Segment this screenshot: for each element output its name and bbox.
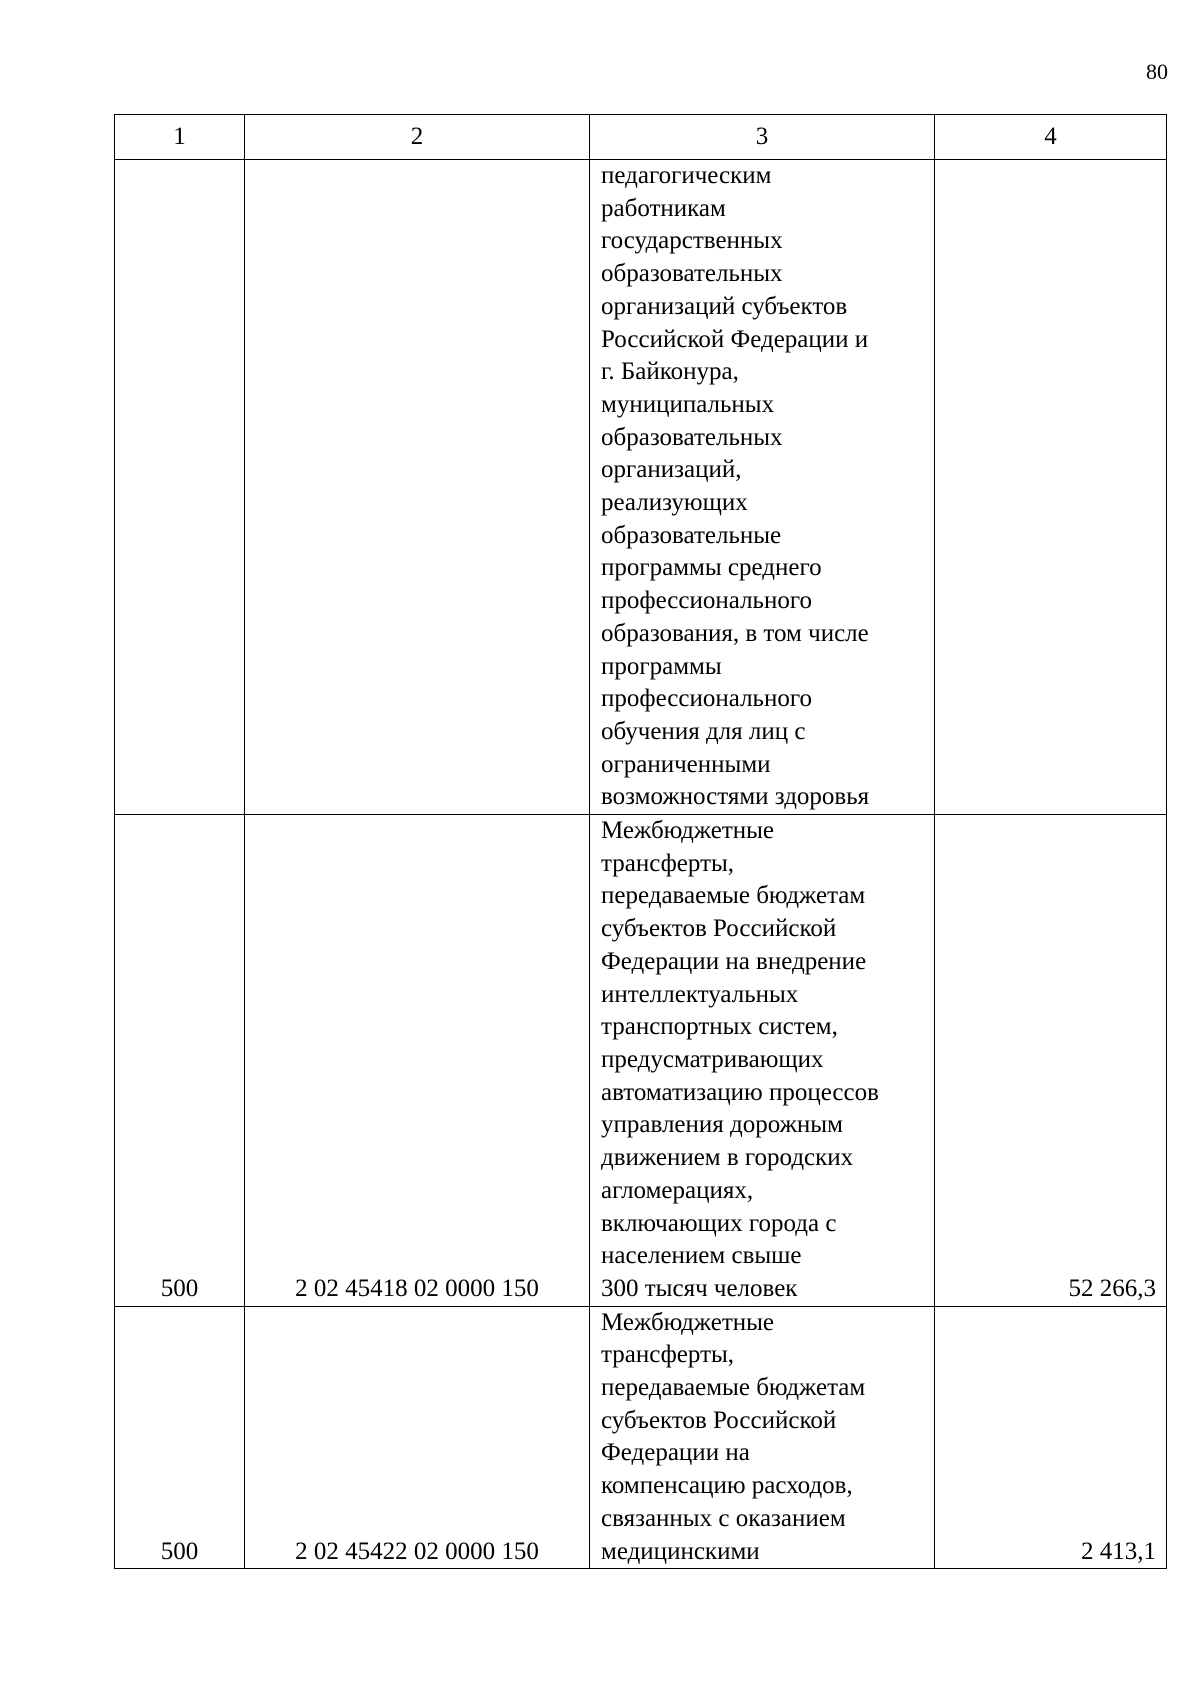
description-line: включающих города с <box>601 1209 837 1237</box>
description-line: возможностями здоровья <box>601 783 870 811</box>
amount-cell: 2 413,1 <box>935 1306 1167 1569</box>
column-header: 2 <box>245 115 590 160</box>
description-line: профессионального <box>601 587 812 615</box>
description-line: субъектов Российской <box>601 1406 837 1434</box>
description-line: медицинскими <box>601 1537 760 1565</box>
budget-code-cell: 2 02 45418 02 0000 150 <box>245 815 590 1307</box>
amount-cell <box>935 160 1167 815</box>
description-line: Межбюджетные <box>601 817 775 845</box>
table-row <box>115 815 1167 1307</box>
description-line: программы среднего <box>601 554 822 582</box>
description-line: трансферты, <box>601 849 735 877</box>
description-line: образовательные <box>601 521 782 549</box>
row-number-cell: 500 <box>115 815 245 1307</box>
description-line: государственных <box>601 227 783 255</box>
description-line: связанных с оказанием <box>601 1504 846 1532</box>
description-line: субъектов Российской <box>601 915 837 943</box>
description-line: 300 тысяч человек <box>601 1274 798 1302</box>
description-line: образовательных <box>601 423 783 451</box>
description-line: организаций, <box>601 456 742 484</box>
column-header: 3 <box>590 115 935 160</box>
description-line: управления дорожным <box>601 1111 843 1139</box>
description-line: компенсацию расходов, <box>601 1472 853 1500</box>
page-number: 80 <box>1146 59 1168 84</box>
description-line: транспортных систем, <box>601 1013 838 1041</box>
description-line: образовательных <box>601 260 783 288</box>
description-line: передаваемые бюджетам <box>601 882 866 910</box>
description-line: организаций субъектов <box>601 292 848 320</box>
description-line: Федерации на внедрение <box>601 947 867 975</box>
description-line: г. Байконура, <box>601 358 739 386</box>
budget-code-cell <box>245 160 590 815</box>
description-line: Федерации на <box>601 1439 750 1467</box>
description-line: обучения для лиц с <box>601 717 806 745</box>
description-line: движением в городских <box>601 1144 854 1172</box>
description-line: интеллектуальных <box>601 980 799 1008</box>
description-line: агломерациях, <box>601 1176 754 1204</box>
description-cell <box>590 815 935 1307</box>
amount-cell: 52 266,3 <box>935 815 1167 1307</box>
description-line: программы <box>601 652 722 680</box>
row-number-cell: 500 <box>115 1306 245 1569</box>
description-line: профессионального <box>601 685 812 713</box>
description-line: предусматривающих <box>601 1045 824 1073</box>
column-header: 1 <box>115 115 245 160</box>
description-line: трансферты, <box>601 1341 735 1369</box>
description-line: муниципальных <box>601 390 775 418</box>
description-line: населением свыше <box>601 1242 802 1270</box>
description-line: образования, в том числе <box>601 619 869 647</box>
description-line: Межбюджетные <box>601 1308 775 1336</box>
table-row <box>115 160 1167 815</box>
description-line: реализующих <box>601 489 748 517</box>
table-header-row <box>115 115 1167 160</box>
description-line: работникам <box>601 194 726 222</box>
description-line: Российской Федерации и <box>601 325 869 353</box>
budget-code-cell: 2 02 45422 02 0000 150 <box>245 1306 590 1569</box>
row-number-cell <box>115 160 245 815</box>
budget-table <box>114 114 1167 1569</box>
table-row <box>115 1306 1167 1569</box>
description-cell <box>590 1306 935 1569</box>
table-body <box>115 160 1167 1569</box>
description-line: педагогическим <box>601 162 772 189</box>
description-cell <box>590 160 935 815</box>
description-line: передаваемые бюджетам <box>601 1374 866 1402</box>
description-line: автоматизацию процессов <box>601 1078 879 1106</box>
column-header: 4 <box>935 115 1167 160</box>
description-line: ограниченными <box>601 750 771 778</box>
